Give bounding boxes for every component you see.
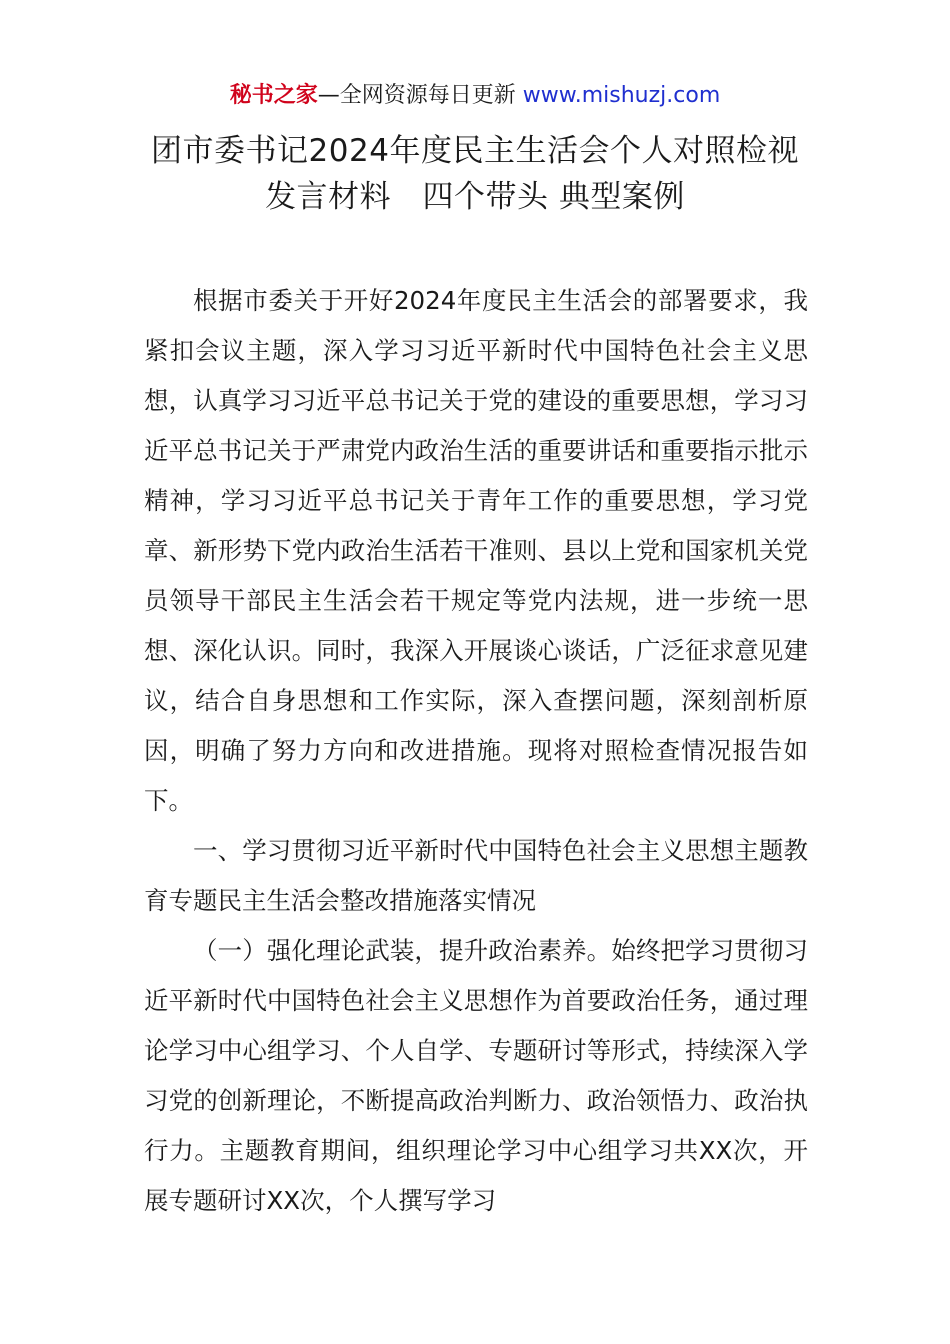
section-heading-1: 一、学习贯彻习近平新时代中国特色社会主义思想主题教育专题民主生活会整改措施落实情况 <box>144 836 808 915</box>
document-title <box>60 128 890 220</box>
paragraph-intro: 根据市委关于开好2024年度民主生活会的部署要求，我紧扣会议主题，深入学习习近平新时代中国特色社会主义思想，认真学习习近平总书记关于党的建设的重要思想，学习习近平总书记关于严肃党内政治生活的重要讲话和重要指示批示精神，学习习近平总书记关于青年工作的重要思想，学习党章、新形势下党内政治生活若干准则、县以上党和国家机关党员领导干部民主生活会若干规定等党内法规，进一步统一思想、深化认识。同时，我深入开展谈心谈话，广泛征求意见建议，结合自身思想和工作实际，深入查摆问题，深刻剖析原因，明确了努力方向和改进措施。现将对照检查情况报告如下。 <box>144 286 808 815</box>
title-line-1: 团市委书记2024年度民主生活会个人对照检视 <box>151 133 799 169</box>
header-tagline: —全网资源每日更新 <box>317 83 523 108</box>
site-header <box>0 81 950 111</box>
paragraph-subsection-1: （一）强化理论武装，提升政治素养。始终把学习贯彻习近平新时代中国特色社会主义思想作为首要政治任务，通过理论学习中心组学习、个人自学、专题研讨等形式，持续深入学习党的创新理论，不断提高政治判断力、政治领悟力、政治执行力。主题教育期间，组织理论学习中心组学习共XX次，开展专题研讨XX次，个人撰写学习 <box>144 936 808 1215</box>
brand-name: 秘书之家 <box>229 83 318 108</box>
document-body <box>144 276 808 1226</box>
site-url-link[interactable]: www.mishuzj.com <box>522 83 721 108</box>
title-line-2: 发言材料 四个带头 典型案例 <box>265 179 685 215</box>
